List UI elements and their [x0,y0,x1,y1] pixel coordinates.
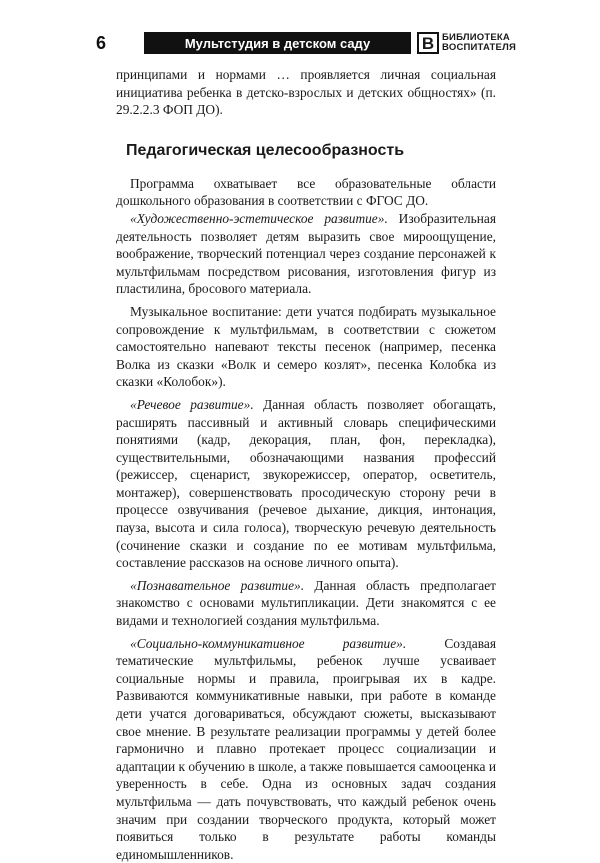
running-title-bar [144,32,411,54]
term-speech: «Речевое развитие». [130,396,254,412]
page-header [96,30,516,56]
paragraph-4-text: Данная область позволяет обогащать, расширять пассивный и активный словарь специфическими понятиями (кадр, декорация, план, фон, перекладка), существительными, обозначающими названия профессий (режиссер, сценарист, звукорежиссер, оператор, осветитель, монтажер), совершенствовать просодическую сторону речи в процессе озвучивания (речевое дыхание, дикция, интонация, пауза, высота и сила голоса), творческую речевую деятельность (сочинение сказки и создание по ее мотивам мультфильма, составление рассказов на основе личного опыта). [116,396,496,571]
section-title: Педагогическая целесообразность [126,141,405,159]
paragraph-4 [116,396,496,572]
paragraph-2 [116,210,496,298]
paragraph-5 [116,577,496,630]
paragraph-3: Музыкальное воспитание: дети учатся подбирать музыкальное сопровождение к мультфильмам, в соответствии с сюжетом самостоятельно напевают тексты песенок (например, песенка Волка из сказки «Волк и семеро козлят», песенка Колобка из сказки «Колобок»). [116,303,496,390]
series-name [442,33,516,53]
running-title: Мультстудия в детском саду [184,35,371,51]
term-cognitive: «Познавательное развитие». [130,577,305,593]
paragraph-2-text: Изобразительная деятельность позволяет детям выразить свое мироощущение, воображение, творческий потенциал через создание персонажей к мультфильмам посредством рисования, изготовления фигур из пластилина, бросового материала. [116,210,496,297]
paragraph-5-text: Данная область предполагает знакомство с основами мультипликации. Дети знакомятся с ее видами и технологией создания мультфильма. [116,577,496,629]
term-artistic: «Художественно-эстетическое развитие». [130,210,388,226]
series-line-1: БИБЛИОТЕКА [442,32,510,43]
paragraph-6-text: Создавая тематические мультфильмы, ребенок лучше усваивает социальные нормы и правила, проигрывая их в кадре. Развиваются коммуникативные навыки, при работе в команде дети учатся договариваться, обсуждают сюжеты, высказывают свое мнение. В результате реализации программы у детей более гармонично и плавно протекает процесс социализации и адаптации к обучению в школе, а также повышается самооценка и уверенность в себе. Одна из основных задач создания мультфильма — дать почувствовать, что каждый ребенок очень значим при создании творческого продукта, который может появиться только в результате работы команды единомышленников. [116,635,497,862]
series-line-2: ВОСПИТАТЕЛЯ [442,42,516,53]
series-logo [417,31,516,55]
term-social: «Социально-коммуникативное развитие». [130,635,407,651]
paragraph-6 [116,635,496,863]
page-number: 6 [96,32,107,53]
series-letter-icon: В [417,32,439,54]
paragraph-1: Программа охватывает все образовательные области дошкольного образования в соответствии с ФГОС ДО. [116,175,496,209]
page-body [116,66,496,863]
intro-paragraph: принципами и нормами … проявляется личная социальная инициатива ребенка в детско-взрослых и детских общностях» (п. 29.2.2.3 ФОП ДО). [116,67,496,118]
